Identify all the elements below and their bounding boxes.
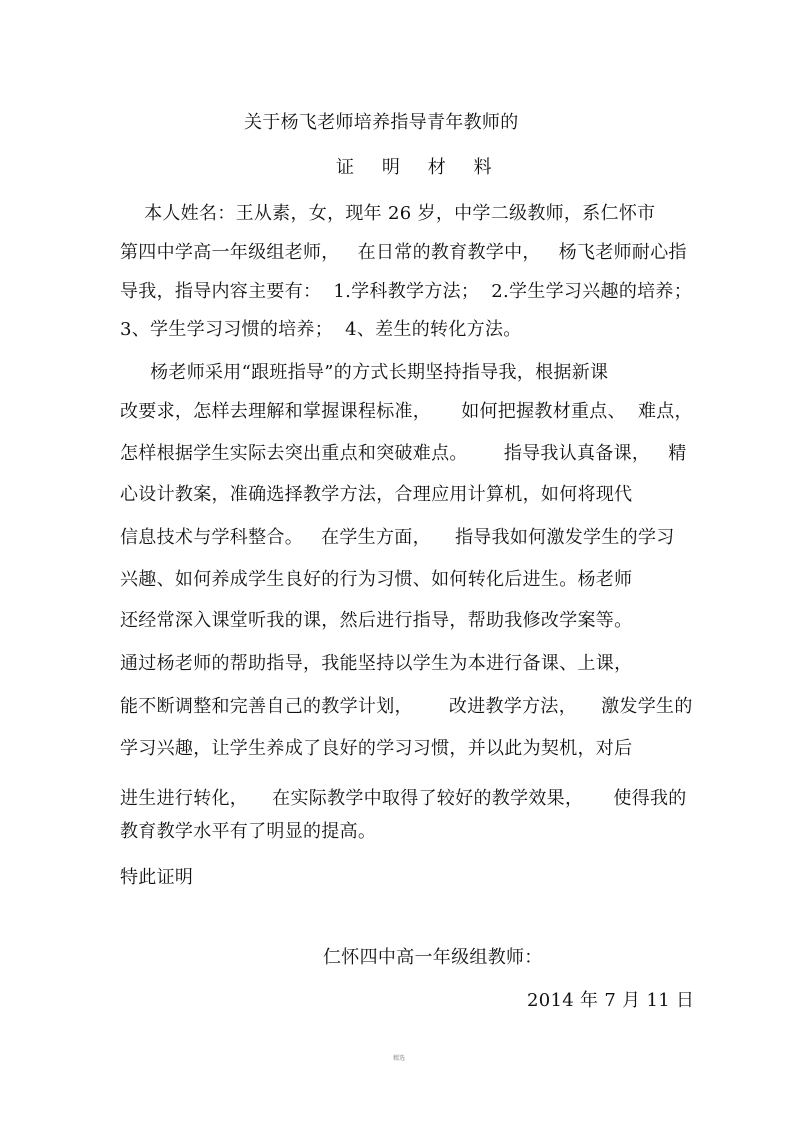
paragraph-line: 心设计教案，准确选择教学方法，合理应用计算机，如何将现代: [120, 484, 633, 505]
paragraph-line: 学习兴趣，让学生养成了良好的学习习惯，并以此为契机，对后: [120, 738, 633, 759]
paragraph-line: 兴趣、如何养成学生良好的行为习惯、如何转化后进生。杨老师: [120, 569, 633, 590]
paragraph-line: 进生进行转化， 在实际教学中取得了较好的教学效果， 使得我的: [120, 788, 687, 809]
document-title: 关于杨飞老师培养指导青年教师的: [244, 112, 519, 133]
closing-text: 特此证明: [120, 867, 194, 888]
footer-mark: 精选: [393, 1055, 406, 1062]
paragraph-line: 3、学生学习习惯的培养； 4、差生的转化方法。: [120, 319, 522, 340]
paragraph-line: 本人姓名：王从素，女，现年 26 岁，中学二级教师，系仁怀市: [120, 203, 656, 224]
document-subtitle: 证 明 材 料: [336, 157, 493, 178]
paragraph-line: 还经常深入课堂听我的课，然后进行指导，帮助我修改学案等。: [120, 610, 633, 631]
paragraph-line: 杨老师采用“跟班指导”的方式长期坚持指导我，根据新课: [120, 362, 609, 383]
paragraph-line: 教育教学水平有了明显的提高。: [120, 821, 377, 842]
document-date: 2014 年 7 月 11 日: [527, 990, 695, 1011]
paragraph-line: 怎样根据学生实际去突出重点和突破难点。 指导我认真备课， 精: [120, 443, 687, 464]
paragraph-line: 能不断调整和完善自己的教学计划， 改进教学方法， 激发学生的: [120, 696, 693, 717]
paragraph-line: 信息技术与学科整合。 在学生方面， 指导我如何激发学生的学习: [120, 527, 675, 548]
signature-line: 仁怀四中高一年级组教师：: [323, 947, 543, 968]
paragraph-line: 改要求，怎样去理解和掌握课程标准， 如何把握教材重点、 难点，: [120, 401, 693, 422]
paragraph-line: 导我，指导内容主要有： 1.学科教学方法； 2.学生学习兴趣的培养；: [120, 281, 693, 302]
paragraph-line: 通过杨老师的帮助指导，我能坚持以学生为本进行备课、上课，: [120, 653, 633, 674]
paragraph-line: 第四中学高一年级组老师， 在日常的教育教学中， 杨飞老师耐心指: [120, 242, 687, 263]
